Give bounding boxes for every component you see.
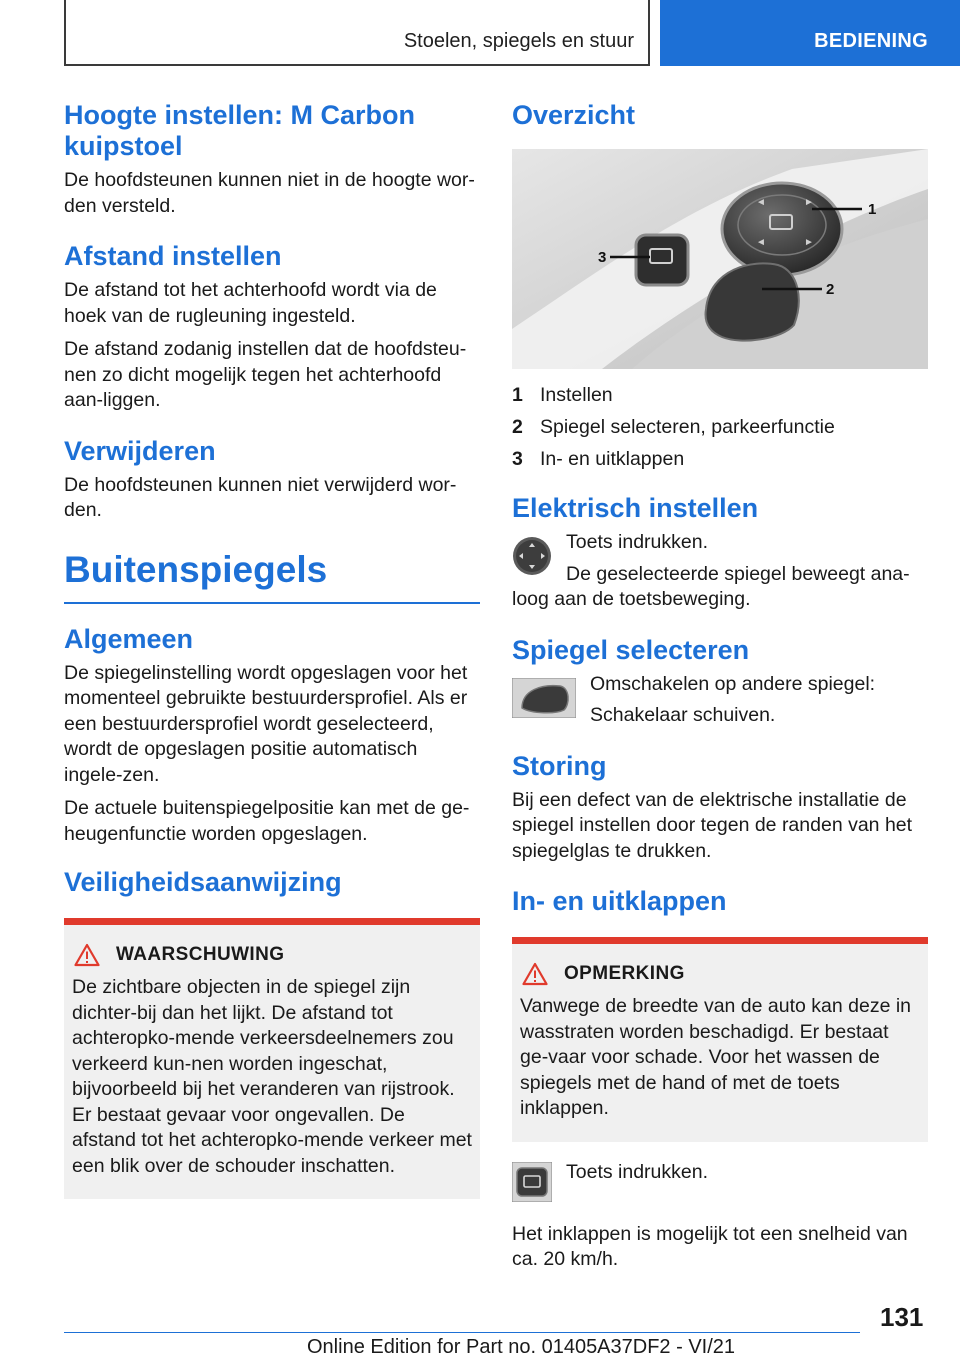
para-klappen-1: Toets indrukken.: [566, 1160, 708, 1183]
warning-header: [72, 943, 472, 967]
header-section-title: Stoelen, spiegels en stuur: [403, 30, 634, 52]
para-afstand-1: De afstand tot het achterhoofd wordt via de hoek van de rugleuning ingesteld.: [64, 279, 437, 327]
heading-veiligheid: Veiligheidsaanwijzing: [64, 867, 342, 897]
legend-text: Instellen: [540, 384, 613, 406]
klappen-block: [512, 1156, 928, 1208]
legend-text: Spiegel selecteren, parkeerfunctie: [540, 416, 835, 438]
chapter-title: Buitenspiegels: [64, 548, 480, 604]
footer-divider: [64, 1332, 860, 1333]
legend-number: 3: [512, 448, 523, 470]
mirror-adjust-button-icon: [512, 536, 552, 576]
warning-text: De zichtbare objecten in de spiegel zijn dichter-bij dan het lijkt. De afstand tot achteropko-mende verkeersdeelnemers zou verkeerd kun-nen worden ingeschat, bijvoorbeeld bij het veranderen van rijstrook. Er bestaat gevaar voor ongevallen. De afstand tot het achteropko-mende verkeer met een blik over de schouder inschatten.: [72, 976, 472, 1177]
header-frame: [64, 0, 650, 66]
heading-storing: Storing: [512, 750, 607, 781]
warning-triangle-icon: [522, 962, 548, 986]
selecteren-block: [512, 672, 928, 729]
left-column: [64, 100, 480, 1199]
mirror-select-switch-icon: [512, 678, 576, 718]
heading-hoogte: Hoogte instellen: M Carbon kuipstoel: [64, 100, 415, 161]
elektrisch-block: [512, 530, 928, 613]
legend-item: [512, 379, 928, 411]
header-chapter-tab[interactable]: [660, 0, 960, 66]
warning-title: WAARSCHUWING: [116, 944, 285, 965]
heading-selecteren: Spiegel selecteren: [512, 634, 750, 665]
legend-text: In- en uitklappen: [540, 448, 685, 470]
callout-3: 3: [598, 249, 607, 266]
para-selecteren-2: Schakelaar schuiven.: [590, 704, 776, 726]
heading-algemeen: Algemeen: [64, 623, 194, 654]
para-klappen-2: Het inklappen is mogelijk tot een snelheid van ca. 20 km/h.: [512, 1222, 908, 1270]
legend-item: [512, 443, 928, 475]
heading-afstand: Afstand instellen: [64, 241, 282, 271]
note-text: Vanwege de breedte van de auto kan deze in wasstraten worden beschadigd. Er bestaat ge-vaar voor schade. Voor het wassen de spiegels met de hand of met de toets inklappen.: [520, 995, 912, 1119]
note-box: [512, 937, 928, 1142]
para-storing: Bij een defect van de elektrische installatie de spiegel instellen door tegen de randen van het spiegelglas te drukken.: [512, 788, 913, 862]
heading-elektrisch: Elektrisch instellen: [512, 493, 759, 523]
callout-2: 2: [826, 281, 835, 298]
heading-klappen: In- en uitklappen: [512, 886, 727, 916]
legend-item: [512, 411, 928, 443]
legend-number: 1: [512, 384, 523, 406]
svg-text:◄: ◄: [756, 237, 766, 248]
legend-number: 2: [512, 416, 523, 438]
svg-text:►: ►: [804, 197, 814, 208]
warning-box: [64, 918, 480, 1199]
footer-edition: Online Edition for Part no. 01405A37DF2 - VI/21: [307, 1336, 736, 1358]
right-column: [512, 100, 928, 1273]
page-number: 131: [880, 1302, 924, 1332]
para-verwijderen: De hoofdsteunen kunnen niet verwijderd wor-den.: [64, 473, 457, 521]
note-header: [520, 962, 920, 986]
para-afstand-2: De afstand zodanig instellen dat de hoofdsteu-nen zo dicht mogelijk tegen het achterhoofd aan-liggen.: [64, 338, 467, 411]
heading-verwijderen: Verwijderen: [64, 435, 216, 466]
mirror-fold-button-icon: [512, 1162, 552, 1202]
para-selecteren-1: Omschakelen op andere spiegel:: [590, 672, 876, 695]
para-elektrisch-1: Toets indrukken.: [566, 531, 708, 553]
para-hoogte: De hoofdsteunen kunnen niet in de hoogte wor-den versteld.: [64, 169, 475, 217]
svg-text:►: ►: [804, 237, 814, 248]
mirror-control-photo: [512, 149, 928, 369]
fold-button-icon: [636, 235, 688, 285]
legend-list: [512, 379, 928, 475]
note-title: OPMERKING: [564, 963, 685, 984]
para-elektrisch-2: De geselecteerde spiegel beweegt ana-loog aan de toetsbeweging.: [512, 562, 910, 610]
header-chapter-label: BEDIENING: [814, 30, 928, 52]
para-algemeen-2: De actuele buitenspiegelpositie kan met de ge-heugenfunctie worden opgeslagen.: [64, 797, 470, 845]
warning-triangle-icon: [74, 943, 100, 967]
heading-overzicht: Overzicht: [512, 100, 636, 130]
svg-text:◄: ◄: [756, 197, 766, 208]
callout-1: 1: [868, 201, 877, 218]
para-algemeen-1: De spiegelinstelling wordt opgeslagen voor het momenteel gebruikte bestuurdersprofiel. Als er een bestuurdersprofiel wordt geselecteerd, wordt de opgeslagen positie automatisch ingele-zen.: [64, 661, 468, 786]
